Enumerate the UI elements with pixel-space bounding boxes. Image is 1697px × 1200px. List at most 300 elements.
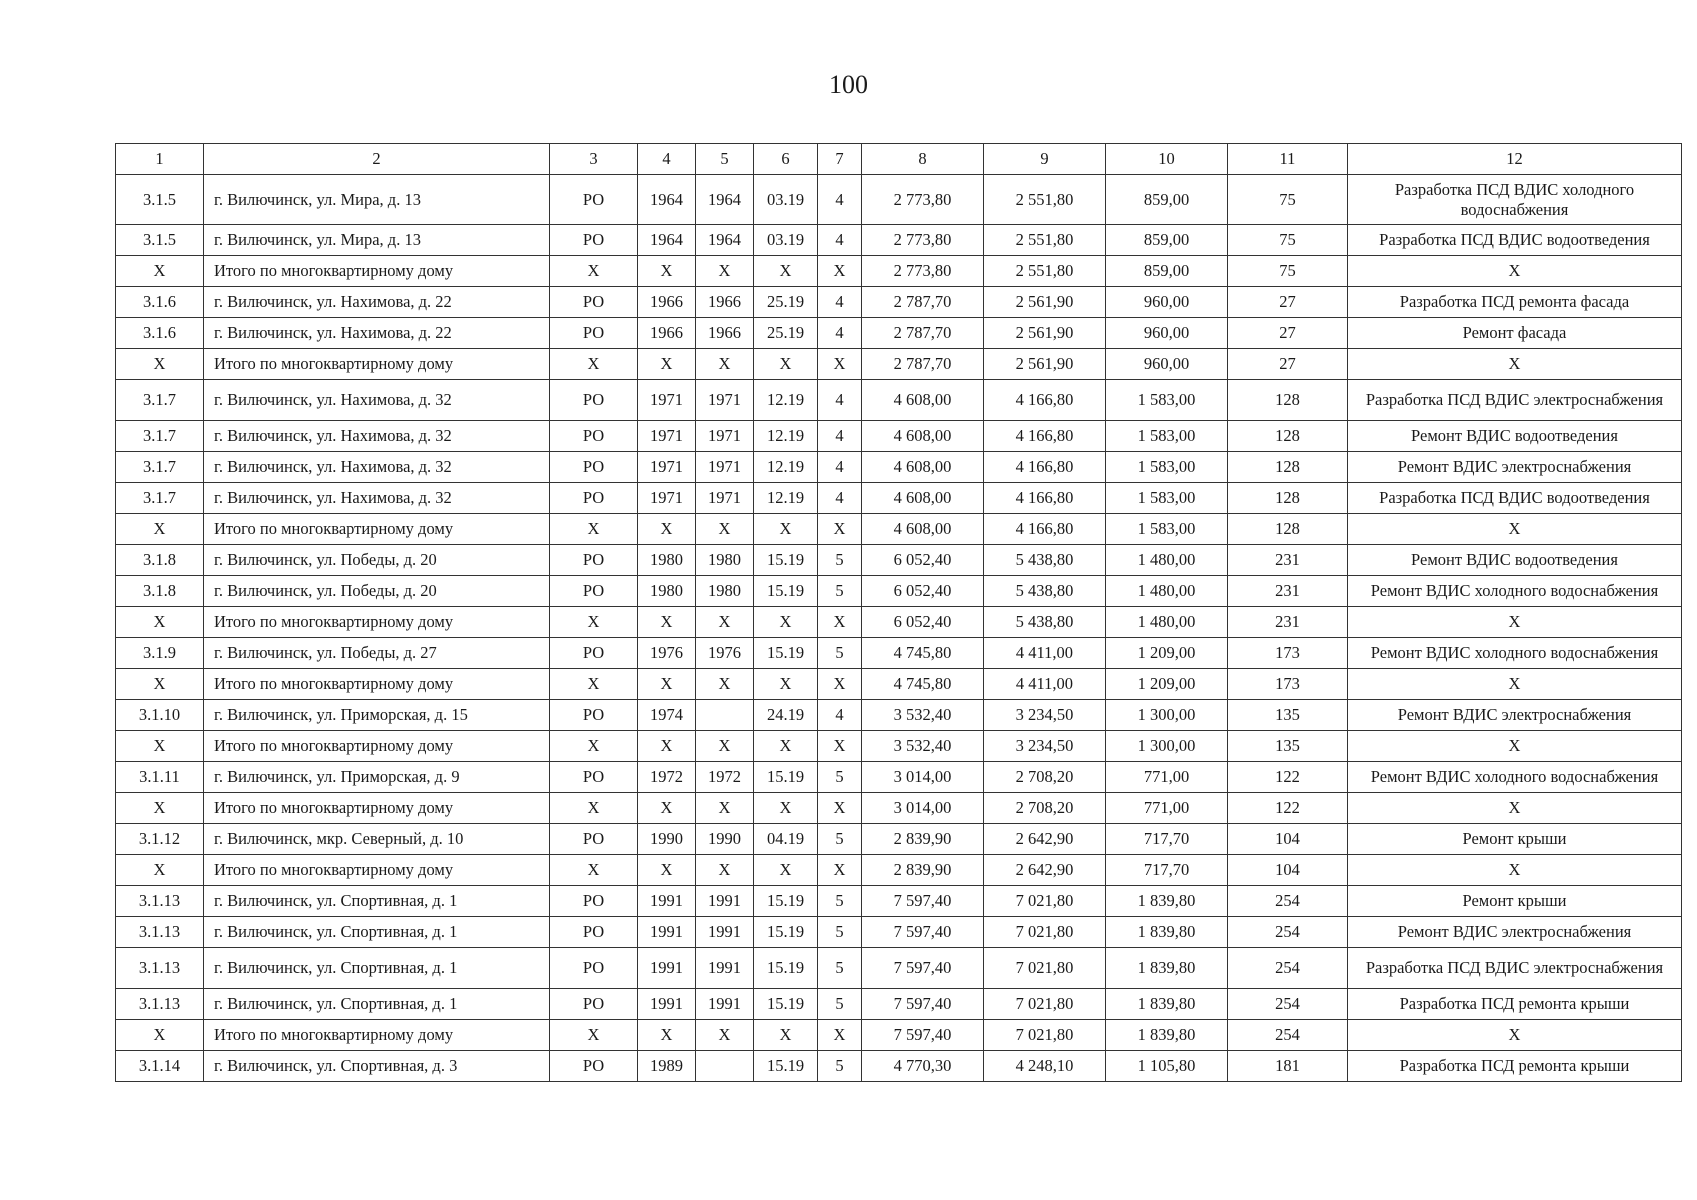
table-cell: 254 [1228,917,1348,948]
table-cell: 1964 [696,175,754,225]
table-cell: Итого по многоквартирному дому [204,731,550,762]
table-row [116,669,1682,700]
table-cell: 3.1.9 [116,638,204,669]
table-row [116,1051,1682,1082]
table-cell: 4 166,80 [984,452,1106,483]
table-cell: 15.19 [754,1051,818,1082]
column-header: 8 [862,144,984,175]
table-cell: 135 [1228,731,1348,762]
table-cell: 5 [818,545,862,576]
table-cell: 1964 [638,175,696,225]
table-cell: 1991 [638,948,696,989]
table-cell: Х [1348,607,1682,638]
table-cell: Х [550,1020,638,1051]
table-cell: г. Вилючинск, ул. Нахимова, д. 22 [204,287,550,318]
table-cell: 1 583,00 [1106,380,1228,421]
table-cell: 1 209,00 [1106,638,1228,669]
table-cell: 4 608,00 [862,483,984,514]
table-cell: Ремонт фасада [1348,318,1682,349]
table-cell: Итого по многоквартирному дому [204,256,550,287]
table-cell: Х [818,256,862,287]
table-cell: 4 [818,452,862,483]
table-row [116,948,1682,989]
table-cell: 3 014,00 [862,762,984,793]
table-cell: РО [550,824,638,855]
table-cell: 1990 [696,824,754,855]
table-cell: 3.1.7 [116,452,204,483]
table-cell: 771,00 [1106,762,1228,793]
table-cell: г. Вилючинск, ул. Приморская, д. 15 [204,700,550,731]
table-row [116,700,1682,731]
table-cell: 15.19 [754,545,818,576]
table-cell: 4 745,80 [862,638,984,669]
table-row [116,638,1682,669]
table-cell: 03.19 [754,225,818,256]
table-cell: 960,00 [1106,349,1228,380]
table-cell: 4 166,80 [984,380,1106,421]
table-cell: 1980 [638,576,696,607]
table-cell: 2 561,90 [984,287,1106,318]
table-cell: РО [550,948,638,989]
table-cell: 2 561,90 [984,349,1106,380]
table-cell: 254 [1228,948,1348,989]
table-cell: Х [116,855,204,886]
table-cell: 2 708,20 [984,762,1106,793]
table-cell: 3.1.12 [116,824,204,855]
table-cell: 2 787,70 [862,287,984,318]
table-cell: 27 [1228,349,1348,380]
column-header: 6 [754,144,818,175]
table-cell: Х [696,607,754,638]
table-cell: 128 [1228,380,1348,421]
table-cell: 7 597,40 [862,917,984,948]
table-cell: Итого по многоквартирному дому [204,607,550,638]
table-cell: 4 [818,700,862,731]
table-cell: 3.1.8 [116,545,204,576]
table-cell: РО [550,762,638,793]
table-cell: 3.1.5 [116,225,204,256]
table-cell: Разработка ПСД ВДИС водоотведения [1348,225,1682,256]
table-cell: 5 [818,886,862,917]
table-cell: Х [638,669,696,700]
table-cell: Х [116,256,204,287]
table-cell: 859,00 [1106,225,1228,256]
table-cell: 6 052,40 [862,607,984,638]
table-cell: Х [754,514,818,545]
column-header: 7 [818,144,862,175]
table-cell: 3.1.7 [116,421,204,452]
table-cell: Х [638,731,696,762]
column-header: 3 [550,144,638,175]
table-cell: РО [550,175,638,225]
table-cell: 5 [818,824,862,855]
table-cell: 2 839,90 [862,855,984,886]
table-cell: 4 166,80 [984,421,1106,452]
table-cell: 231 [1228,607,1348,638]
table-cell: 135 [1228,700,1348,731]
table-cell: 2 642,90 [984,855,1106,886]
table-cell: РО [550,421,638,452]
table-cell: 1 209,00 [1106,669,1228,700]
table-cell: Х [638,349,696,380]
table-cell: 6 052,40 [862,545,984,576]
table-cell: 1972 [696,762,754,793]
table-cell: 1974 [638,700,696,731]
table-cell: Ремонт ВДИС холодного водоснабжения [1348,576,1682,607]
table-cell: Х [818,793,862,824]
table-cell: 3.1.6 [116,287,204,318]
table-cell: 4 [818,483,862,514]
table-cell [696,1051,754,1082]
table-cell: 4 [818,380,862,421]
table-cell: 7 597,40 [862,886,984,917]
column-header: 10 [1106,144,1228,175]
table-row [116,380,1682,421]
table-cell: 4 [818,287,862,318]
table-cell: 3.1.10 [116,700,204,731]
table-cell: 15.19 [754,886,818,917]
table-cell: Ремонт ВДИС водоотведения [1348,545,1682,576]
column-header: 5 [696,144,754,175]
table-cell: 3 532,40 [862,731,984,762]
table-cell: 4 608,00 [862,514,984,545]
table-cell: 1966 [638,287,696,318]
table-cell: 1991 [696,989,754,1020]
table-cell: 1991 [638,989,696,1020]
table-cell: Разработка ПСД ремонта фасада [1348,287,1682,318]
table-cell: 5 [818,989,862,1020]
table-cell: РО [550,638,638,669]
table-cell: 3.1.11 [116,762,204,793]
table-cell: РО [550,700,638,731]
table-cell: 128 [1228,483,1348,514]
table-cell: 1 839,80 [1106,989,1228,1020]
table-cell: 2 787,70 [862,349,984,380]
table-cell: Х [550,514,638,545]
table-cell: Х [116,669,204,700]
table-cell: 1964 [638,225,696,256]
table-cell: Х [116,793,204,824]
table-cell: г. Вилючинск, ул. Приморская, д. 9 [204,762,550,793]
table-row [116,225,1682,256]
table-cell: РО [550,1051,638,1082]
table-cell: 1 839,80 [1106,917,1228,948]
table-cell: 4 608,00 [862,380,984,421]
table-cell: 3.1.5 [116,175,204,225]
table-cell: Х [116,731,204,762]
table-cell: 4 [818,175,862,225]
table-cell: Х [818,855,862,886]
table-cell: РО [550,225,638,256]
table-cell: 254 [1228,886,1348,917]
table-cell: 231 [1228,576,1348,607]
table-cell: Ремонт ВДИС электроснабжения [1348,917,1682,948]
table-row [116,545,1682,576]
table-cell: РО [550,287,638,318]
table-cell: 3.1.13 [116,917,204,948]
table-cell: 3.1.13 [116,948,204,989]
table-cell: Х [818,607,862,638]
table-cell: 4 608,00 [862,452,984,483]
table-cell: 2 551,80 [984,175,1106,225]
table-cell: 27 [1228,318,1348,349]
table-cell: Х [1348,256,1682,287]
table-cell: 173 [1228,669,1348,700]
table-cell: 122 [1228,762,1348,793]
table-cell: 960,00 [1106,287,1228,318]
column-header: 1 [116,144,204,175]
table-cell: Разработка ПСД ВДИС электроснабжения [1348,380,1682,421]
table-cell: 15.19 [754,989,818,1020]
table-cell: Итого по многоквартирному дому [204,793,550,824]
table-row [116,1020,1682,1051]
table-cell: 4 166,80 [984,514,1106,545]
table-header-row [116,144,1682,175]
table-cell: 1966 [638,318,696,349]
table-cell: г. Вилючинск, ул. Победы, д. 20 [204,576,550,607]
table-cell: 4 [818,318,862,349]
table-cell: г. Вилючинск, ул. Победы, д. 27 [204,638,550,669]
table-cell: 15.19 [754,917,818,948]
table-cell: 231 [1228,545,1348,576]
table-row [116,421,1682,452]
table-cell: 1991 [696,917,754,948]
table-cell: Х [116,1020,204,1051]
table-cell: Ремонт ВДИС электроснабжения [1348,700,1682,731]
table-row [116,483,1682,514]
table-cell: Итого по многоквартирному дому [204,349,550,380]
table-cell: РО [550,989,638,1020]
table-cell: Разработка ПСД ВДИС холодного водоснабжения [1348,175,1682,225]
table-cell: 04.19 [754,824,818,855]
table-cell: РО [550,452,638,483]
table-cell: 2 642,90 [984,824,1106,855]
table-row [116,989,1682,1020]
table-cell: РО [550,380,638,421]
table-cell: 15.19 [754,762,818,793]
table-cell: Ремонт ВДИС холодного водоснабжения [1348,638,1682,669]
table-cell: г. Вилючинск, ул. Нахимова, д. 32 [204,483,550,514]
table-cell: 4 166,80 [984,483,1106,514]
table-cell: Итого по многоквартирному дому [204,855,550,886]
table-cell: Х [1348,1020,1682,1051]
table-cell: РО [550,483,638,514]
table-cell: 12.19 [754,421,818,452]
table-cell: 7 021,80 [984,917,1106,948]
table-cell: Х [696,349,754,380]
table-cell: 1964 [696,225,754,256]
table-cell: Ремонт крыши [1348,824,1682,855]
table-row [116,514,1682,545]
column-header: 2 [204,144,550,175]
table-cell: 7 021,80 [984,948,1106,989]
table-cell: Х [754,256,818,287]
table-cell: 5 438,80 [984,607,1106,638]
table-row [116,607,1682,638]
table-cell: Х [696,514,754,545]
table-cell: 1971 [696,421,754,452]
table-cell: 104 [1228,824,1348,855]
table-cell: 1980 [696,545,754,576]
table-cell: Х [550,607,638,638]
table-cell: Х [1348,855,1682,886]
table-cell: 1990 [638,824,696,855]
table-cell: Итого по многоквартирному дому [204,669,550,700]
table-cell: Ремонт ВДИС электроснабжения [1348,452,1682,483]
table-cell: Х [696,1020,754,1051]
column-header: 11 [1228,144,1348,175]
table-cell: г. Вилючинск, ул. Нахимова, д. 32 [204,421,550,452]
table-cell: Итого по многоквартирному дому [204,514,550,545]
table-cell: 3 532,40 [862,700,984,731]
table-cell: 12.19 [754,483,818,514]
page-number: 100 [829,70,868,99]
table-cell: г. Вилючинск, ул. Спортивная, д. 1 [204,917,550,948]
table-cell: 1 105,80 [1106,1051,1228,1082]
table-cell: Х [754,1020,818,1051]
table-cell: Х [1348,514,1682,545]
table-row [116,917,1682,948]
table-cell: РО [550,886,638,917]
table-cell: 75 [1228,256,1348,287]
table-cell: 15.19 [754,948,818,989]
table-cell: Х [550,793,638,824]
table-cell: 1971 [638,483,696,514]
table-cell: Х [638,1020,696,1051]
table-cell: Х [818,669,862,700]
table-cell: 1 480,00 [1106,545,1228,576]
table-cell: 2 551,80 [984,256,1106,287]
table-cell: 03.19 [754,175,818,225]
table-cell: РО [550,576,638,607]
table-cell: Х [1348,349,1682,380]
table-row [116,452,1682,483]
table-cell: г. Вилючинск, ул. Спортивная, д. 1 [204,989,550,1020]
table-cell: 1 300,00 [1106,731,1228,762]
table-cell: г. Вилючинск, ул. Нахимова, д. 32 [204,380,550,421]
table-body [116,175,1682,1082]
table-cell: г. Вилючинск, мкр. Северный, д. 10 [204,824,550,855]
table-cell: 1971 [638,452,696,483]
table-cell: 3 234,50 [984,731,1106,762]
capital-repair-table [115,143,1682,1082]
table-cell: Разработка ПСД ВДИС электроснабжения [1348,948,1682,989]
table-cell: 4 745,80 [862,669,984,700]
table-cell: 12.19 [754,380,818,421]
table-cell: 75 [1228,175,1348,225]
table-cell: Ремонт ВДИС холодного водоснабжения [1348,762,1682,793]
table-cell: Ремонт ВДИС водоотведения [1348,421,1682,452]
table-cell: 128 [1228,421,1348,452]
table-cell: 1 839,80 [1106,886,1228,917]
table-cell: Х [754,855,818,886]
table-cell: 717,70 [1106,824,1228,855]
table-cell: Х [116,349,204,380]
table-cell: Х [1348,793,1682,824]
table-row [116,793,1682,824]
table-cell: 3.1.14 [116,1051,204,1082]
table-row [116,175,1682,225]
table-cell: г. Вилючинск, ул. Нахимова, д. 32 [204,452,550,483]
table-cell: 1980 [696,576,754,607]
table-cell: 122 [1228,793,1348,824]
table-cell: Х [818,1020,862,1051]
table-cell: Х [116,514,204,545]
table-cell: Х [696,855,754,886]
table-cell: 1971 [638,380,696,421]
table-cell: 4 248,10 [984,1051,1106,1082]
table-cell: Разработка ПСД ВДИС водоотведения [1348,483,1682,514]
table-cell: 2 773,80 [862,256,984,287]
table-cell: г. Вилючинск, ул. Нахимова, д. 22 [204,318,550,349]
table-cell: Х [754,607,818,638]
table-cell: РО [550,318,638,349]
table-cell: 1991 [638,917,696,948]
table-cell: 1966 [696,287,754,318]
table-cell: г. Вилючинск, ул. Спортивная, д. 3 [204,1051,550,1082]
table-cell: РО [550,917,638,948]
table-cell: г. Вилючинск, ул. Мира, д. 13 [204,225,550,256]
table-cell: 7 021,80 [984,1020,1106,1051]
table-cell: Х [550,855,638,886]
table-cell: 7 597,40 [862,989,984,1020]
table-cell: 4 770,30 [862,1051,984,1082]
table-cell: 24.19 [754,700,818,731]
table-cell: Разработка ПСД ремонта крыши [1348,1051,1682,1082]
table-cell: РО [550,545,638,576]
table-cell: 12.19 [754,452,818,483]
table-cell: Х [696,793,754,824]
table-cell: 15.19 [754,638,818,669]
table-cell: 1991 [696,948,754,989]
table-cell: 27 [1228,287,1348,318]
table-row [116,287,1682,318]
table-cell: 2 561,90 [984,318,1106,349]
table-cell: г. Вилючинск, ул. Мира, д. 13 [204,175,550,225]
table-cell: 1971 [638,421,696,452]
table-cell: 3.1.7 [116,483,204,514]
table-cell: Х [550,349,638,380]
table-cell: 1976 [696,638,754,669]
table-cell: 3.1.8 [116,576,204,607]
table-cell: 7 597,40 [862,1020,984,1051]
table-cell: г. Вилючинск, ул. Спортивная, д. 1 [204,948,550,989]
table-cell: 859,00 [1106,175,1228,225]
table-cell: 128 [1228,452,1348,483]
table-cell: Х [638,855,696,886]
table-cell: 2 839,90 [862,824,984,855]
table-cell: 2 773,80 [862,175,984,225]
table-cell: Итого по многоквартирному дому [204,1020,550,1051]
table-row [116,886,1682,917]
table-cell: Х [754,669,818,700]
table-row [116,349,1682,380]
table-cell: 5 [818,917,862,948]
table-cell: Ремонт крыши [1348,886,1682,917]
table-cell: 2 708,20 [984,793,1106,824]
table-cell: 104 [1228,855,1348,886]
table-cell: 2 787,70 [862,318,984,349]
table-cell: 25.19 [754,318,818,349]
table-cell: 25.19 [754,287,818,318]
table-cell [696,700,754,731]
table-cell: 128 [1228,514,1348,545]
table-cell: 4 [818,225,862,256]
table-row [116,256,1682,287]
table-cell: 5 [818,762,862,793]
table-cell: 4 411,00 [984,669,1106,700]
table-cell: Х [638,793,696,824]
